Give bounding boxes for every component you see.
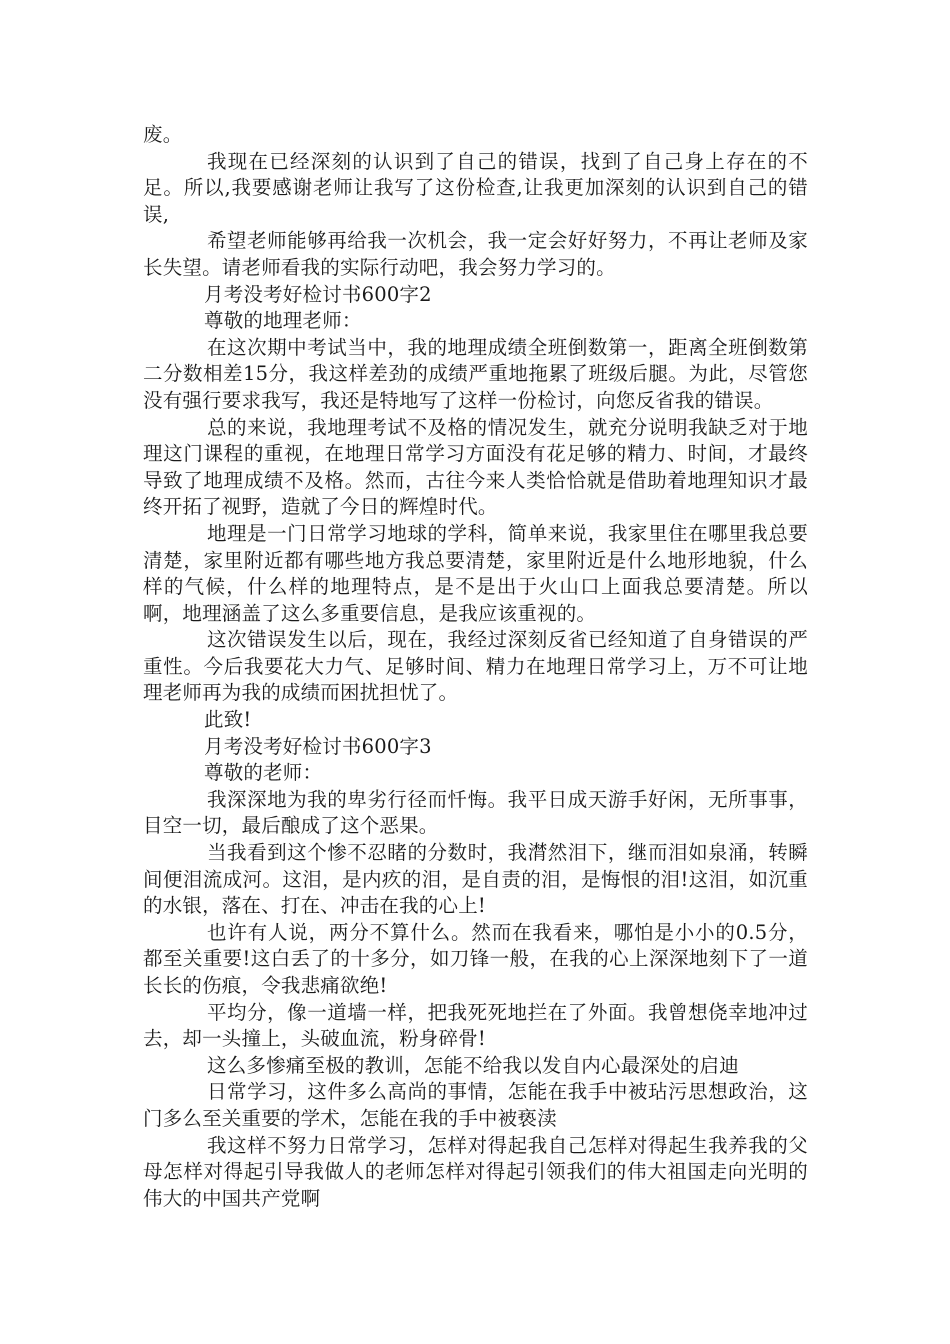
document-page bbox=[143, 122, 808, 1212]
paragraph: 我现在已经深刻的认识到了自己的错误，找到了自己身上存在的不足。所以,我要感谢老师让我写了这份检查,让我更加深刻的认识到自己的错误, bbox=[143, 149, 808, 226]
section-title: 月考没考好检讨书600字3 bbox=[204, 734, 432, 758]
paragraph: 平均分，像一道墙一样，把我死死地拦在了外面。我曾想侥幸地冲过去，却一头撞上，头破血流，粉身碎骨! bbox=[143, 1000, 808, 1051]
paragraph: 我这样不努力日常学习，怎样对得起我自己怎样对得起生我养我的父母怎样对得起引导我做人的老师怎样对得起引领我们的伟大祖国走向光明的伟大的中国共产党啊 bbox=[143, 1133, 808, 1210]
paragraph: 当我看到这个惨不忍睹的分数时，我潸然泪下，继而泪如泉涌，转瞬间便泪流成河。这泪，是内疚的泪，是自责的泪，是悔恨的泪!这泪，如沉重的水银，落在、打在、冲击在我的心上! bbox=[143, 841, 808, 918]
paragraph: 这么多惨痛至极的教训，怎能不给我以发自内心最深处的启迪 bbox=[207, 1053, 739, 1077]
paragraph: 也许有人说，两分不算什么。然而在我看来，哪怕是小小的0.5分，都至关重要!这白丢了的十多分，如刀锋一般，在我的心上深深地刻下了一道长长的伤痕，令我悲痛欲绝! bbox=[143, 920, 808, 997]
paragraph: 希望老师能够再给我一次机会，我一定会好好努力，不再让老师及家长失望。请老师看我的实际行动吧，我会努力学习的。 bbox=[143, 229, 808, 279]
paragraph: 日常学习，这件多么高尚的事情，怎能在我手中被玷污思想政治，这门多么至关重要的学术，怎能在我的手中被亵渎 bbox=[143, 1080, 808, 1130]
salutation: 尊敬的老师： bbox=[204, 761, 323, 785]
section-title: 月考没考好检讨书600字2 bbox=[204, 282, 432, 306]
paragraph: 我深深地为我的卑劣行径而忏悔。我平日成天游手好闲，无所事事，目空一切，最后酿成了这个恶果。 bbox=[143, 787, 808, 838]
paragraph: 地理是一门日常学习地球的学科，简单来说，我家里住在哪里我总要清楚，家里附近都有哪些地方我总要清楚，家里附近是什么地形地貌，什么样的气候，什么样的地理特点，是不是出于火山口上面我总要清楚。所以啊，地理涵盖了这么多重要信息，是我应该重视的。 bbox=[143, 521, 808, 625]
paragraph-continuation: 废。 bbox=[143, 123, 183, 146]
paragraph: 这次错误发生以后，现在，我经过深刻反省已经知道了自身错误的严重性。今后我要花大力气、足够时间、精力在地理日常学习上，万不可让地理老师再为我的成绩而困扰担忧了。 bbox=[143, 628, 808, 705]
salutation: 尊敬的地理老师： bbox=[204, 309, 362, 333]
paragraph: 总的来说，我地理考试不及格的情况发生，就充分说明我缺乏对于地理这门课程的重视，在地理日常学习方面没有花足够的精力、时间，才最终导致了地理成绩不及格。然而，古往今来人类恰恰就是借助着地理知识才最终开拓了视野，造就了今日的辉煌时代。 bbox=[143, 415, 808, 519]
paragraph: 在这次期中考试当中，我的地理成绩全班倒数第一，距离全班倒数第二分数相差15分，我这样差劲的成绩严重地拖累了班级后腿。为此，尽管您没有强行要求我写，我还是特地写了这样一份检讨，向您反省我的错误。 bbox=[143, 335, 808, 412]
closing: 此致! bbox=[204, 708, 252, 732]
